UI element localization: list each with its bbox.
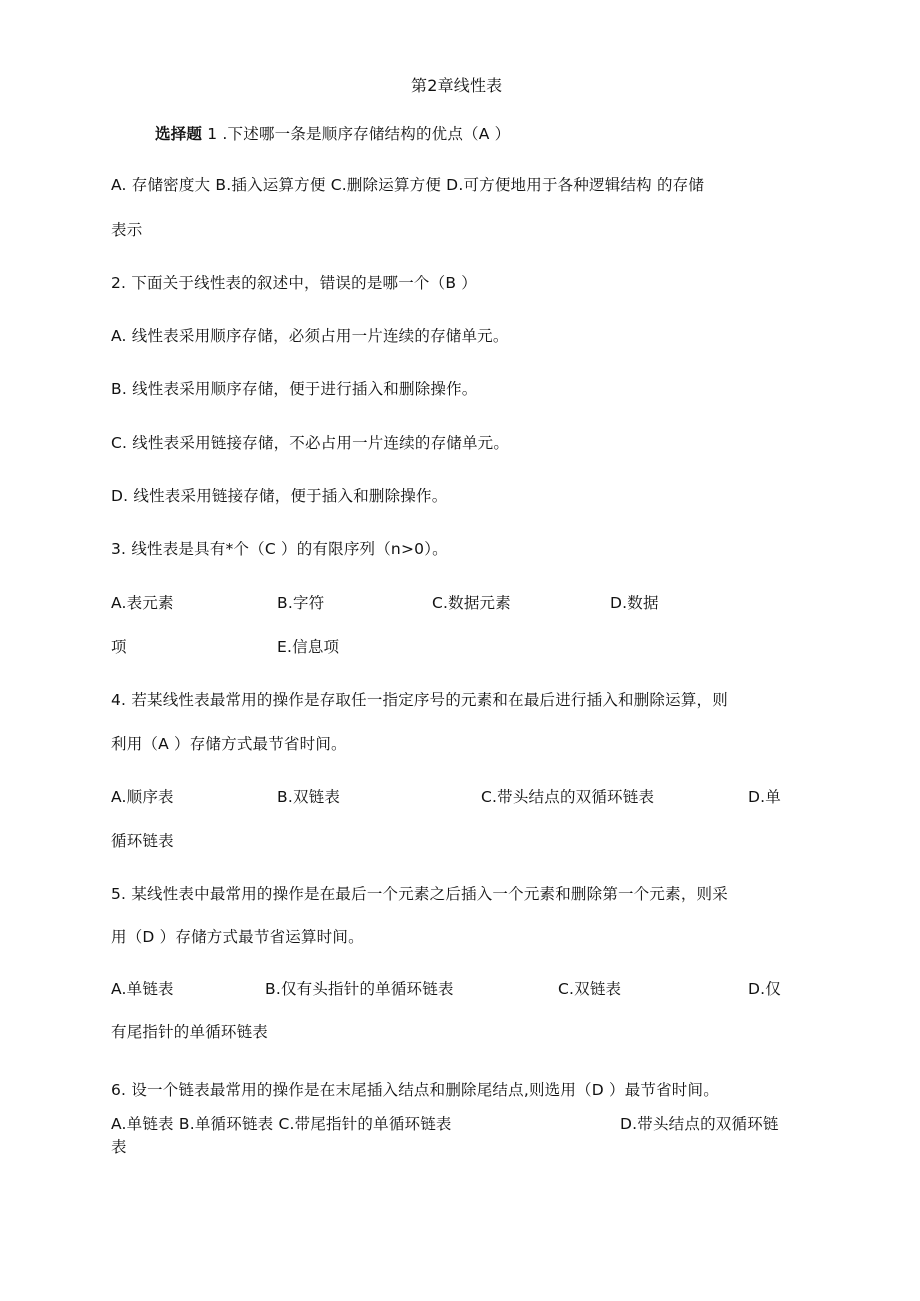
question-5-stem-cont: 用（D ）存储方式最节省运算时间。 — [111, 928, 364, 946]
question-5-option-c: C.双链表 — [558, 980, 622, 998]
section-label: 选择题 — [155, 125, 203, 143]
question-3-stem: 3. 线性表是具有*个（C ）的有限序列（n>0）。 — [111, 540, 448, 558]
question-4-option-b: B.双链表 — [277, 788, 341, 806]
question-5-option-d-cont: 有尾指针的单循环链表 — [111, 1023, 269, 1041]
question-3-option-c: C.数据元素 — [432, 594, 511, 612]
question-6-option-d-cont: 表 — [111, 1138, 127, 1156]
question-1-options: A. 存储密度大 B.插入运算方便 C.删除运算方便 D.可方便地用于各种逻辑结构 的存储 — [111, 176, 705, 194]
question-2-option-a: A. 线性表采用顺序存储，必须占用一片连续的存储单元。 — [111, 327, 509, 345]
question-2-option-d: D. 线性表采用链接存储，便于插入和删除操作。 — [111, 487, 448, 505]
question-3-option-d-cont: 项 — [111, 638, 127, 656]
question-1-options-cont: 表示 — [111, 221, 143, 239]
page-title: 第2章线性表 — [411, 76, 503, 95]
question-4-stem-cont: 利用（A ）存储方式最节省时间。 — [111, 735, 347, 753]
question-1-text: 1 .下述哪一条是顺序存储结构的优点（A ） — [202, 125, 511, 143]
question-4-option-d-cont: 循环链表 — [111, 832, 174, 850]
question-5-option-b: B.仅有头指针的单循环链表 — [265, 980, 454, 998]
question-5-option-d: D.仅 — [748, 980, 781, 998]
question-4-option-a: A.顺序表 — [111, 788, 174, 806]
question-2-option-b: B. 线性表采用顺序存储，便于进行插入和删除操作。 — [111, 380, 478, 398]
question-4-stem: 4. 若某线性表最常用的操作是存取任一指定序号的元素和在最后进行插入和删除运算，则 — [111, 691, 728, 709]
question-4-option-c: C.带头结点的双循环链表 — [481, 788, 655, 806]
question-6-option-d: D.带头结点的双循环链 — [620, 1115, 779, 1133]
question-6-options-abc: A.单链表 B.单循环链表 C.带尾指针的单循环链表 — [111, 1115, 452, 1133]
question-3-option-a: A.表元素 — [111, 594, 174, 612]
question-4-option-d: D.单 — [748, 788, 781, 806]
question-3-option-d: D.数据 — [610, 594, 659, 612]
question-1-stem — [155, 123, 510, 145]
question-5-option-a: A.单链表 — [111, 980, 174, 998]
question-6-stem: 6. 设一个链表最常用的操作是在末尾插入结点和删除尾结点,则选用（D ）最节省时间。 — [111, 1081, 719, 1099]
question-3-option-e: E.信息项 — [277, 638, 340, 656]
question-2-option-c: C. 线性表采用链接存储，不必占用一片连续的存储单元。 — [111, 434, 510, 452]
question-5-stem: 5. 某线性表中最常用的操作是在最后一个元素之后插入一个元素和删除第一个元素，则采 — [111, 885, 728, 903]
question-2-stem: 2. 下面关于线性表的叙述中，错误的是哪一个（B ） — [111, 274, 477, 292]
question-3-option-b: B.字符 — [277, 594, 325, 612]
